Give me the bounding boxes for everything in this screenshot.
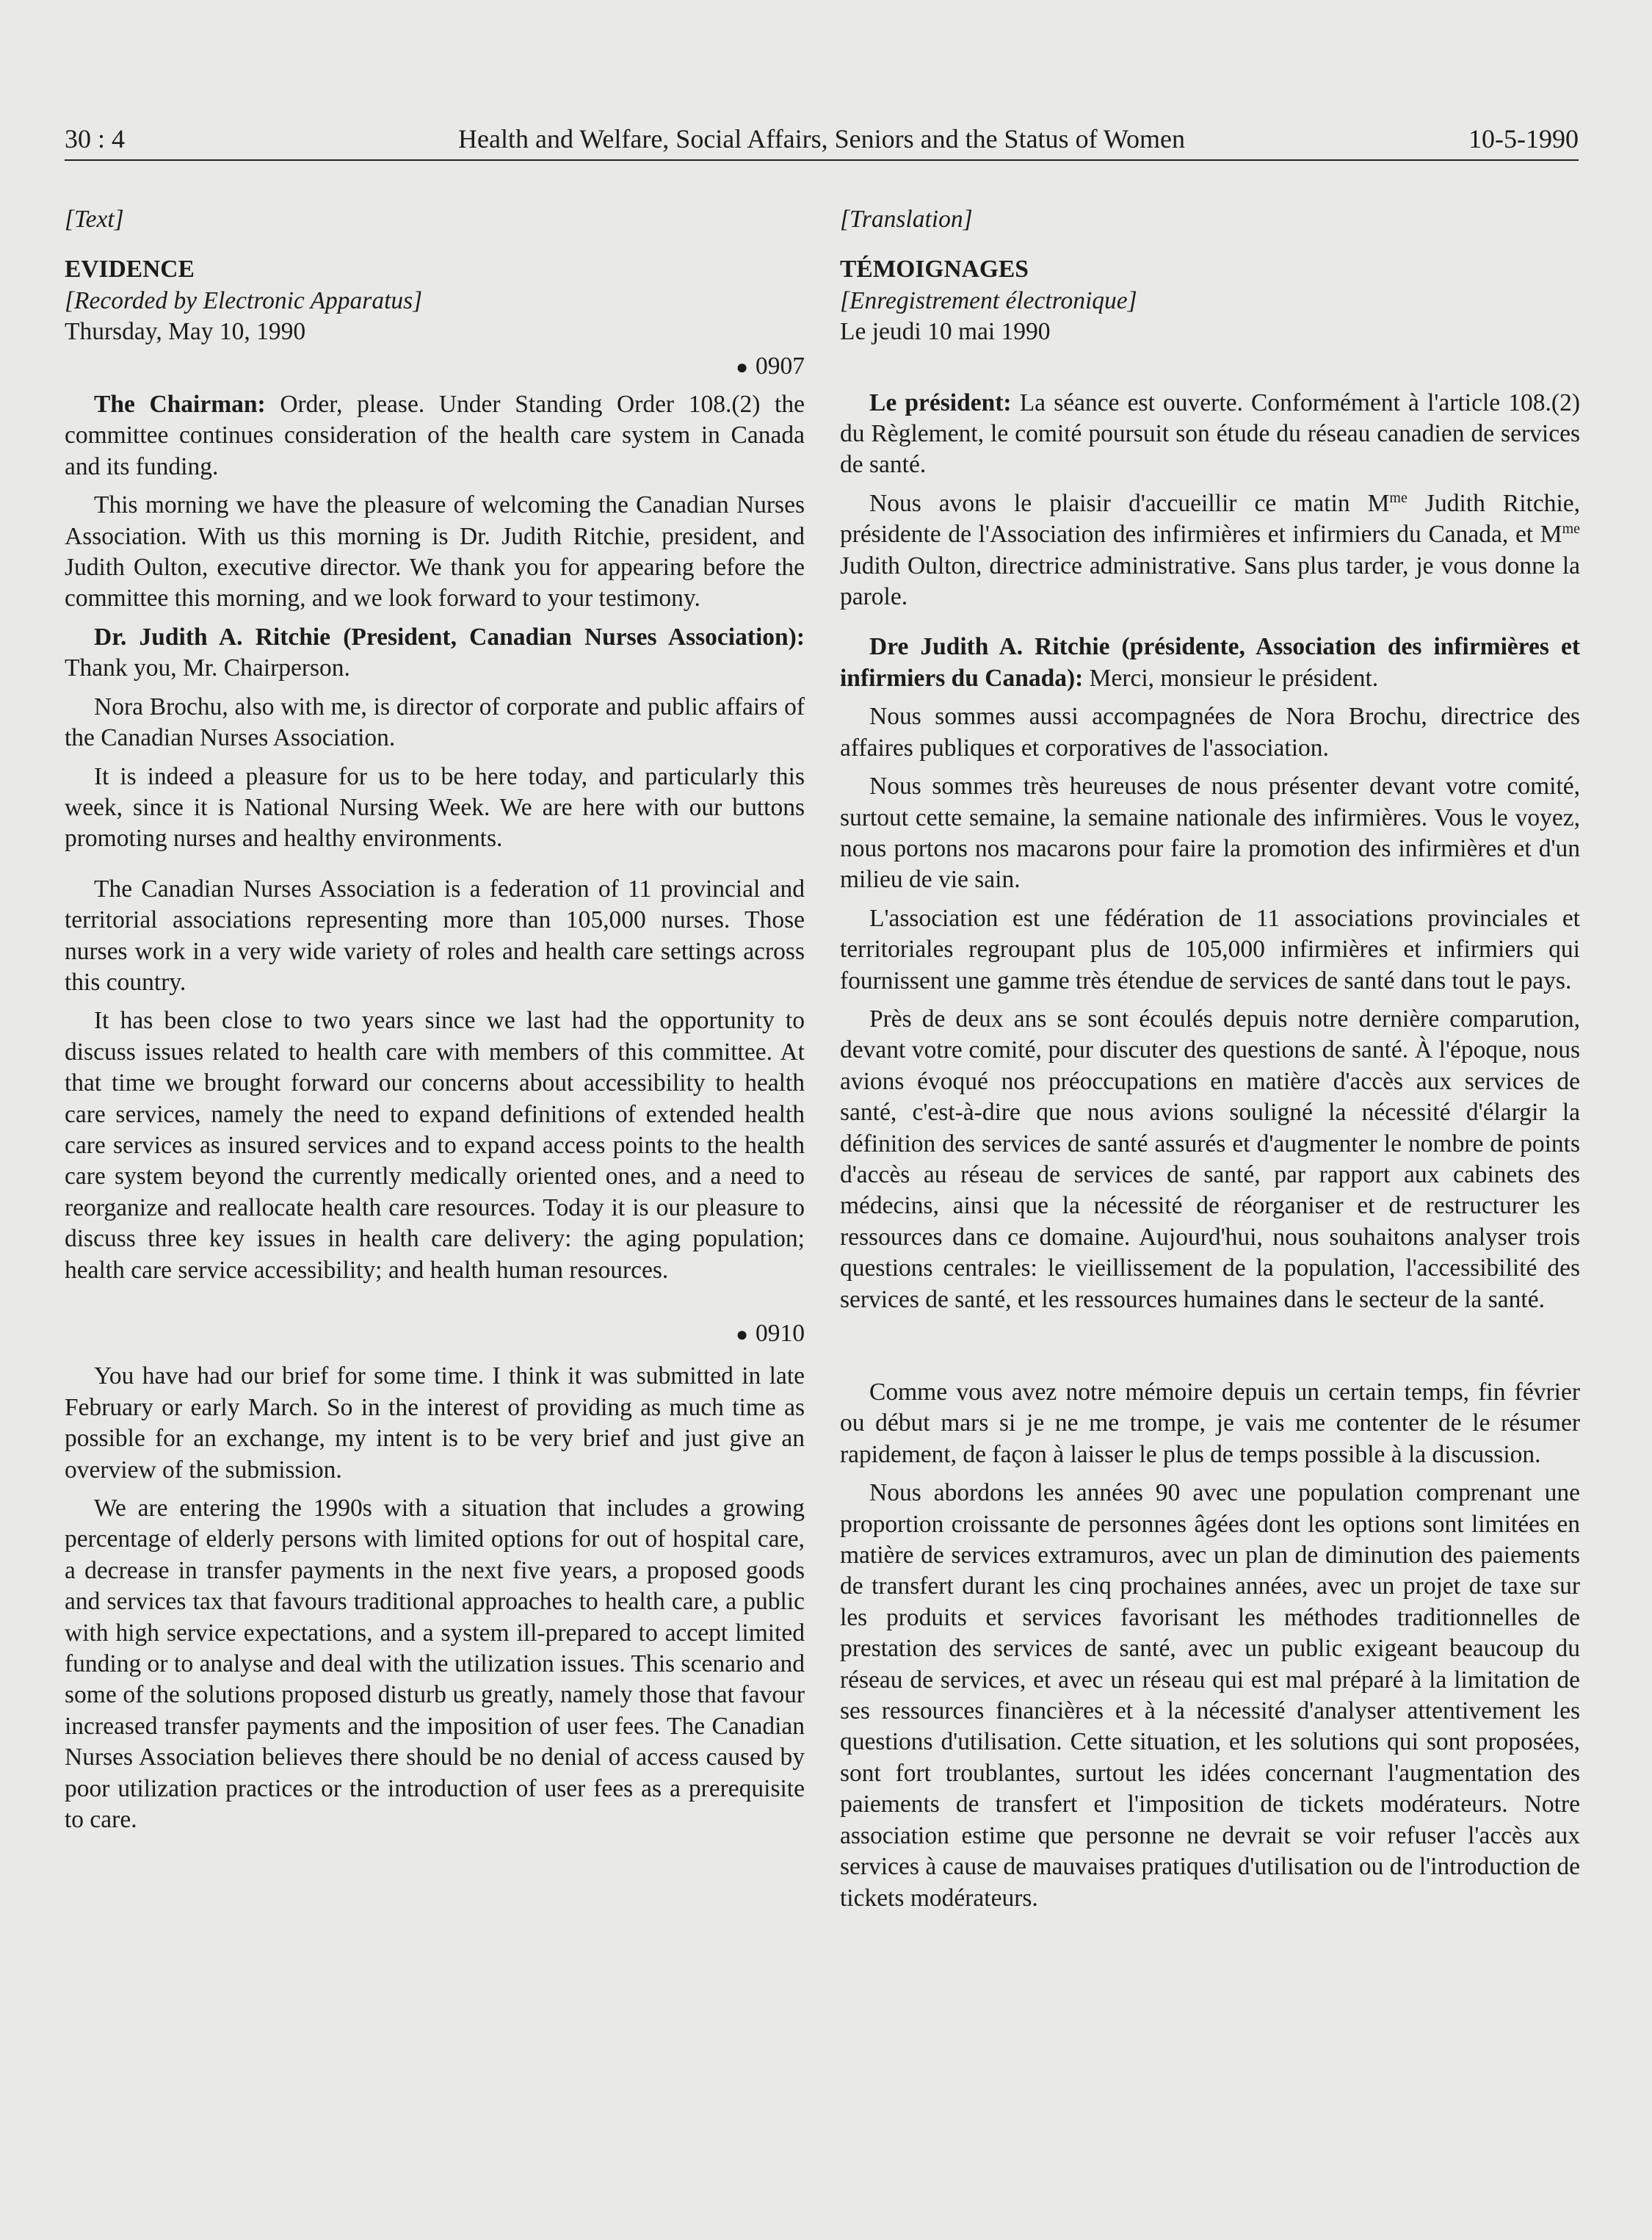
paragraph: The Canadian Nurses Association is a federation of 11 provincial and territorial associations representing more than 105,000 nurses. Those nurses work in a very wide variety of roles and health care settings across this country.: [65, 875, 805, 996]
paragraph: Nous sommes très heureuses de nous présenter devant votre comité, surtout cette semaine, la semaine nationale des infirmières. Vous le voyez, nous portons nos macarons pour faire la promotion des infirmières et d'un milieu de vie sain.: [840, 773, 1580, 894]
paragraph: The Chairman: Order, please. Under Standing Order 108.(2) the committee continues consideration of the health care system in Canada and its funding.: [65, 391, 805, 480]
speaker-name: Dr. Judith A. Ritchie (President, Canadian Nurses Association):: [94, 623, 805, 651]
bullet-icon: ●: [736, 1323, 748, 1346]
recorded-note: [Enregistrement électronique]: [840, 286, 1137, 314]
page-header: [65, 121, 1579, 161]
committee-title: Health and Welfare, Social Affairs, Seniors and the Status of Women: [458, 124, 1185, 153]
header-date: 10-5-1990: [1468, 124, 1579, 153]
paragraph: Nous abordons les années 90 avec une population comprenant une proportion croissante de personnes âgées dont les options sont limitées en matière de services extramuros, avec un plan de diminution des paiements de transfert durant les cinq prochaines années, avec un projet de taxe sur les produits et services favorisant les méthodes traditionnelles de prestation des services de santé, avec un public exigeant beaucoup du réseau de services, et avec un réseau qui est mal préparé à la limitation de ses ressources financières et à la nécessité d'analyser attentivement les questions d'utilisation. Cette situation, et les solutions qui sont proposées, sont fort troublantes, surtout les idées concernant l'augmentation des paiements de transfert et l'imposition de tickets modérateurs. Notre association estime que personne ne devrait se voir refuser l'accès aux services à cause de mauvaises pratiques d'utilisation ou de l'introduction de tickets modérateurs.: [840, 1479, 1580, 1912]
speaker-name: Le président:: [869, 389, 1012, 416]
paragraph: Près de deux ans se sont écoulés depuis notre dernière comparution, devant votre comité, pour discuter des questions de santé. À l'époque, nous avions évoqué nos préoccupations en matière d'accès aux services de santé, c'est-à-dire que nous avions souligné la nécessité d'élargir la définition des services de santé assurés et d'augmenter le nombre de points d'accès au réseau de services de santé, par rapport aux cabinets des médecins, ainsi que la nécessité de réorganiser et de restructurer les ressources dans ce domaine. Aujourd'hui, nous souhaitons analyser trois questions centrales: le vieillissement de la population, l'accessibilité des services de santé, et les ressources humaines dans le secteur de la santé.: [840, 1005, 1580, 1313]
bullet-icon: ●: [736, 355, 748, 379]
english-column: [65, 204, 805, 1836]
time-marker: ● 0907: [736, 352, 805, 380]
paragraph: Nous avons le plaisir d'accueillir ce matin $M^{me}$ Judith Ritchie, présidente de l'Association des infirmières et infirmiers du Canada, et $M^{me}$ Judith Oulton, directrice administrative. Sans plus tarder, je vous donne la parole.: [840, 489, 1581, 611]
text-tag: [Text]: [65, 206, 124, 233]
section-heading: EVIDENCE: [65, 256, 195, 283]
paragraph: Nous sommes aussi accompagnées de Nora Brochu, directrice des affaires publiques et corporatives de l'association.: [840, 703, 1580, 762]
meeting-date: Le jeudi 10 mai 1990: [840, 318, 1051, 346]
paragraph: Le président: La séance est ouverte. Conformément à l'article 108.(2) du Règlement, le comité poursuit son étude du réseau canadien de services de santé.: [840, 389, 1580, 479]
section-heading: TÉMOIGNAGES: [840, 256, 1029, 283]
speaker-name: The Chairman:: [94, 391, 266, 419]
paragraph: L'association est une fédération de 11 associations provinciales et territoriales regroupant plus de 105,000 infirmières et infirmiers qui fournissent une gamme très étendue de services de santé dans tout le pays.: [840, 904, 1580, 994]
french-column: [840, 204, 1580, 1914]
time-marker: ● 0910: [736, 1320, 805, 1347]
paragraph: This morning we have the pleasure of welcoming the Canadian Nurses Association. With us this morning is Dr. Judith Ritchie, president, and Judith Oulton, executive director. We thank you for appearing before the committee this morning, and we look forward to your testimony.: [65, 491, 805, 613]
paragraph: You have had our brief for some time. I think it was submitted in late February or early March. So in the interest of providing as much time as possible for an exchange, my intent is to be very brief and just give an overview of the submission.: [65, 1362, 805, 1484]
paragraph: Dr. Judith A. Ritchie (President, Canadian Nurses Association): Thank you, Mr. Chairperson.: [65, 623, 805, 682]
paragraph: It is indeed a pleasure for us to be here today, and particularly this week, since it is National Nursing Week. We are here with our buttons promoting nurses and healthy environments.: [65, 762, 805, 853]
speaker-name: Dre Judith A. Ritchie (présidente, Association des infirmières et infirmiers du Canada):: [840, 633, 1580, 692]
page-number: 30 : 4: [65, 124, 126, 153]
recorded-note: [Recorded by Electronic Apparatus]: [65, 286, 423, 314]
paragraph: We are entering the 1990s with a situation that includes a growing percentage of elderly persons with limited options for out of hospital care, a decrease in transfer payments in the next five years, a proposed goods and services tax that favours traditional approaches to health care, a public with high service expectations, and a system ill-prepared to accept limited funding or to analyse and deal with the utilization issues. This scenario and some of the solutions proposed disturb us greatly, namely those that favour increased transfer payments and the imposition of user fees. The Canadian Nurses Association believes there should be no denial of access caused by poor utilization practices or the introduction of user fees as a prerequisite to care.: [65, 1495, 805, 1834]
paragraph: Comme vous avez notre mémoire depuis un certain temps, fin février ou début mars si je ne me trompe, je vais me contenter de le résumer rapidement, de façon à laisser le plus de temps possible à la discussion.: [840, 1379, 1580, 1468]
translation-tag: [Translation]: [840, 206, 973, 233]
meeting-date: Thursday, May 10, 1990: [65, 318, 306, 346]
paragraph: Dre Judith A. Ritchie (présidente, Association des infirmières et infirmiers du Canada): Merci, monsieur le président.: [840, 633, 1580, 692]
paragraph: It has been close to two years since we last had the opportunity to discuss issues related to health care with members of this committee. At that time we brought forward our concerns about accessibility to health care services, namely the need to expand definitions of extended health care services as insured services and to expand access points to the health care system beyond the currently medically oriented ones, and a need to reorganize and reallocate health care resources. Today it is our pleasure to discuss three key issues in health care delivery: the aging population; health care service accessibility; and health human resources.: [65, 1007, 805, 1284]
paragraph: Nora Brochu, also with me, is director of corporate and public affairs of the Canadian Nurses Association.: [65, 693, 805, 752]
